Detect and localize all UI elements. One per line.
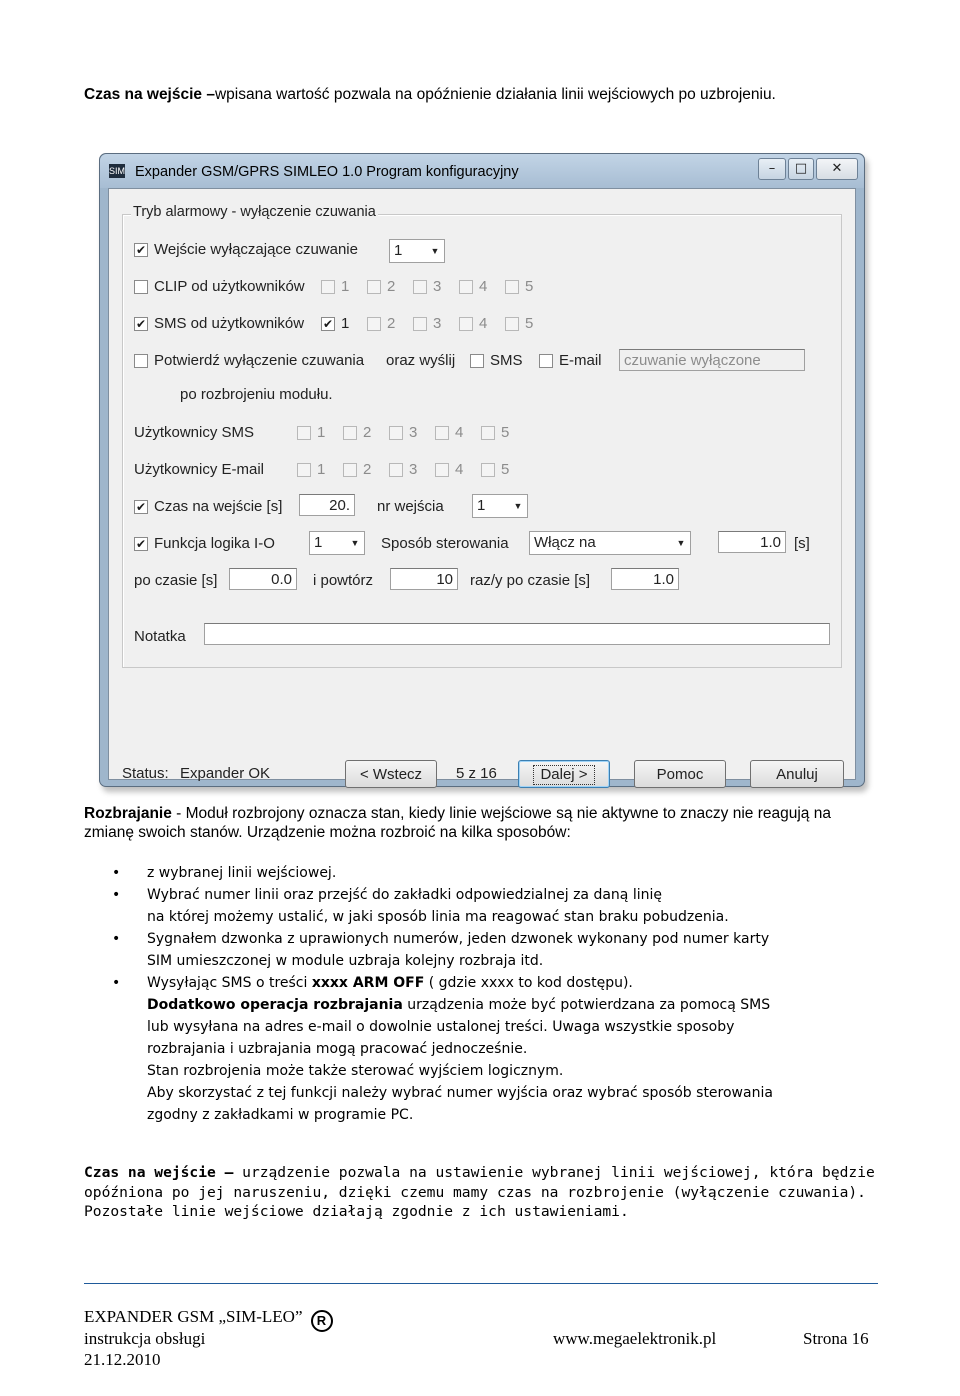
sms-user-1-checkbox[interactable]: ✔ [322,317,334,331]
sms-recipient-3-label: 3 [409,424,418,441]
sms-recipient-2-label: 2 [363,424,372,441]
list-item-text: Sygnałem dzwonka z uprawionych numerów, jeden dzwonek wykonany pod numer karty [147,931,770,947]
sms-user-1-label: 1 [341,315,350,332]
entry-time-input[interactable]: 20. [299,494,355,516]
list-item-text: urządzenia może być potwierdzana za pomocą SMS [402,997,771,1013]
footer-product-name: EXPANDER GSM „SIM-LEO” [84,1307,303,1326]
registered-icon: R [311,1310,333,1332]
after-time-label: po czasie [s] [134,572,218,589]
footer-manual: instrukcja obsługi [84,1329,206,1348]
input-disarm-select[interactable] [389,239,445,263]
clip-user-2-checkbox[interactable] [367,280,381,294]
list-item-text: lub wysyłana na adres e-mail o dowolnie ustalonej treści. Uwaga wszystkie sposoby [147,1019,735,1035]
sms-user-5-checkbox[interactable] [505,317,519,331]
help-button[interactable]: Pomoc [634,760,726,788]
and-send-label: oraz wyślij [386,352,456,369]
list-item [84,884,884,928]
disarm-paragraph [84,804,884,842]
sms-user-4-label: 4 [479,315,488,332]
times-label: raz/y po czasie [s] [470,572,591,589]
sms-recipient-1-label: 1 [317,424,326,441]
email-recipient-2-checkbox[interactable] [343,463,357,477]
group-title: Tryb alarmowy - wyłączenie czuwania [133,204,376,220]
logic-select[interactable] [309,531,365,555]
clip-user-2-label: 2 [387,278,396,295]
email-recipient-3-label: 3 [409,461,418,478]
list-item [84,994,884,1126]
sms-recipient-4-label: 4 [455,424,464,441]
clip-user-3-label: 3 [433,278,442,295]
sms-recipient-2-checkbox[interactable] [343,426,357,440]
window-client [108,188,856,783]
clip-user-5-label: 5 [525,278,534,295]
duration-unit: [s] [794,535,810,552]
entry-paragraph [84,1163,884,1222]
logic-value: 1 [314,534,323,551]
email-recipient-4-label: 4 [455,461,464,478]
entry-term: Czas na wejście – [84,1164,234,1181]
input-number-value: 1 [477,497,486,514]
sms-user-2-label: 2 [387,315,396,332]
sms-recipient-5-checkbox[interactable] [481,426,495,440]
input-number-select[interactable] [472,494,528,518]
list-item: • z wybranej linii wejściowej. [84,862,884,884]
input-disarm-label: Wejście wyłączające czuwanie [154,241,358,258]
sms-recipient-5-label: 5 [501,424,510,441]
footer-website[interactable]: www.megaelektronik.pl [553,1329,717,1348]
email-recipient-3-checkbox[interactable] [389,463,403,477]
entry-time-label: Czas na wejście [s] [154,498,283,515]
email-recipient-1-checkbox[interactable] [297,463,311,477]
email-recipient-4-checkbox[interactable] [435,463,449,477]
sms-user-5-label: 5 [525,315,534,332]
extra-term: Dodatkowo operacja rozbrajania [147,997,403,1013]
times-input[interactable]: 1.0 [611,568,679,590]
list-item-text: na której możemy ustalić, w jaki sposób linia ma reagować stan braku pobudzenia. [147,909,729,925]
window-titlebar [100,154,864,188]
email-recipient-2-label: 2 [363,461,372,478]
next-button[interactable] [518,760,610,788]
sms-user-3-checkbox[interactable] [413,317,427,331]
note-label: Notatka [134,628,186,645]
email-recipient-5-label: 5 [501,461,510,478]
intro-term: Czas na wejście – [84,86,215,103]
clip-user-1-label: 1 [341,278,350,295]
page-indicator: 5 z 16 [456,765,497,782]
confirm-message-input[interactable]: czuwanie wyłączone [619,349,805,371]
repeat-label: i powtórz [313,572,374,589]
confirm-sms-label: SMS [490,352,523,369]
control-mode-value: Włącz na [534,534,596,551]
duration-input[interactable]: 1.0 [718,531,786,553]
entry-time-checkbox[interactable]: ✔ [135,500,147,514]
sms-users-checkbox[interactable]: ✔ [135,317,147,331]
sms-users-label: SMS od użytkowników [154,315,305,332]
list-item-text: ( gdzie xxxx to kod dostępu). [424,975,633,991]
list-item-text: Aby skorzystać z tej funkcji należy wybrać numer wyjścia oraz wybrać sposób sterowania [147,1085,773,1101]
confirm-label: Potwierdź wyłączenie czuwania [154,352,365,369]
chevron-down-icon: ▼ [350,538,360,548]
intro-text: wpisana wartość pozwala na opóźnienie działania linii wejściowych po uzbrojeniu. [214,86,776,103]
sms-command: xxxx ARM OFF [311,975,425,991]
clip-user-4-checkbox[interactable] [459,280,473,294]
sms-recipient-4-checkbox[interactable] [435,426,449,440]
close-icon[interactable]: ✕ [816,158,858,180]
footer-date: 21.12.2010 [84,1350,161,1369]
chevron-down-icon: ▼ [430,246,440,256]
control-mode-label: Sposób sterowania [381,535,509,552]
back-button[interactable]: < Wstecz [345,760,437,788]
entry-line-3: Pozostałe linie wejściowe działają zgodnie z ich ustawieniami. [84,1203,629,1220]
clip-label: CLIP od użytkowników [154,278,305,295]
minimize-icon[interactable]: – [758,158,786,180]
chevron-down-icon: ▼ [676,538,686,548]
repeat-input[interactable]: 10 [390,568,458,590]
clip-user-1-checkbox[interactable] [321,280,335,294]
email-recipients-label: Użytkownicy E-mail [134,461,265,478]
list-item-text: Wybrać numer linii oraz przejść do zakładki odpowiedzialnej za daną linię [147,887,662,903]
input-disarm-value: 1 [394,242,403,259]
maximize-icon[interactable]: □ [788,158,814,180]
disarm-text: - Moduł rozbrojony oznacza stan, kiedy linie wejściowe są nie aktywne to znaczy nie reagują na zmianę swoich stanów. Urządzenie można rozbroić na kilka sposobów: [84,805,831,841]
intro-paragraph [84,85,884,104]
sms-recipients-label: Użytkownicy SMS [134,424,255,441]
note-input[interactable] [204,623,830,645]
entry-line-1: urządzenie pozwala na ustawienie wybranej linii wejściowej, która będzie [233,1164,875,1181]
control-mode-select[interactable] [529,531,691,555]
input-disarm-checkbox[interactable]: ✔ [135,243,147,257]
status-label: Status: [122,765,169,782]
logic-label: Funkcja logika I-O [154,535,275,552]
confirm-email-checkbox[interactable] [539,354,553,368]
clip-checkbox[interactable] [134,280,148,294]
email-recipient-1-label: 1 [317,461,326,478]
cancel-button[interactable]: Anuluj [750,760,844,788]
disarm-term: Rozbrajanie [84,805,172,822]
app-icon: SIM [109,166,126,176]
list-item [84,928,884,972]
input-number-label: nr wejścia [377,498,444,515]
footer-page-number: Strona 16 [803,1329,869,1348]
after-disarm-label: po rozbrojeniu modułu. [180,386,333,403]
status-value: Expander OK [180,765,271,782]
confirm-sms-checkbox[interactable] [470,354,484,368]
sms-recipient-3-checkbox[interactable] [389,426,403,440]
config-window [99,153,865,787]
footer-rule [84,1283,878,1284]
clip-user-5-checkbox[interactable] [505,280,519,294]
logic-checkbox[interactable]: ✔ [135,537,147,551]
list-item-text: Stan rozbrojenia może także sterować wyjściem logicznym. [147,1063,564,1079]
next-button-label: Dalej > [533,765,594,785]
after-time-input[interactable]: 0.0 [229,568,297,590]
sms-recipient-1-checkbox[interactable] [297,426,311,440]
sms-user-3-label: 3 [433,315,442,332]
confirm-email-label: E-mail [559,352,602,369]
chevron-down-icon: ▼ [513,501,523,511]
window-title: Expander GSM/GPRS SIMLEO 1.0 Program konfiguracyjny [135,164,519,180]
sms-user-2-checkbox[interactable] [367,317,381,331]
email-recipient-5-checkbox[interactable] [481,463,495,477]
entry-line-2: opóźniona po jej naruszeniu, dzięki czemu mamy czas na rozbrojenie (wyłączenie czuwania). [84,1183,866,1201]
clip-user-3-checkbox[interactable] [413,280,427,294]
list-item-text: zgodny z zakładkami w programie PC. [147,1107,414,1123]
disarm-methods-list [84,862,884,1126]
list-item [84,972,884,994]
clip-user-4-label: 4 [479,278,488,295]
list-item-text: SIM umieszczonej w module uzbraja kolejny rozbraja itd. [147,953,544,969]
list-item-text: rozbrajania i uzbrajania mogą pracować jednocześnie. [147,1041,528,1057]
list-item-text: Wysyłając SMS o treści [147,975,312,991]
confirm-checkbox[interactable] [134,354,148,368]
sms-user-4-checkbox[interactable] [459,317,473,331]
